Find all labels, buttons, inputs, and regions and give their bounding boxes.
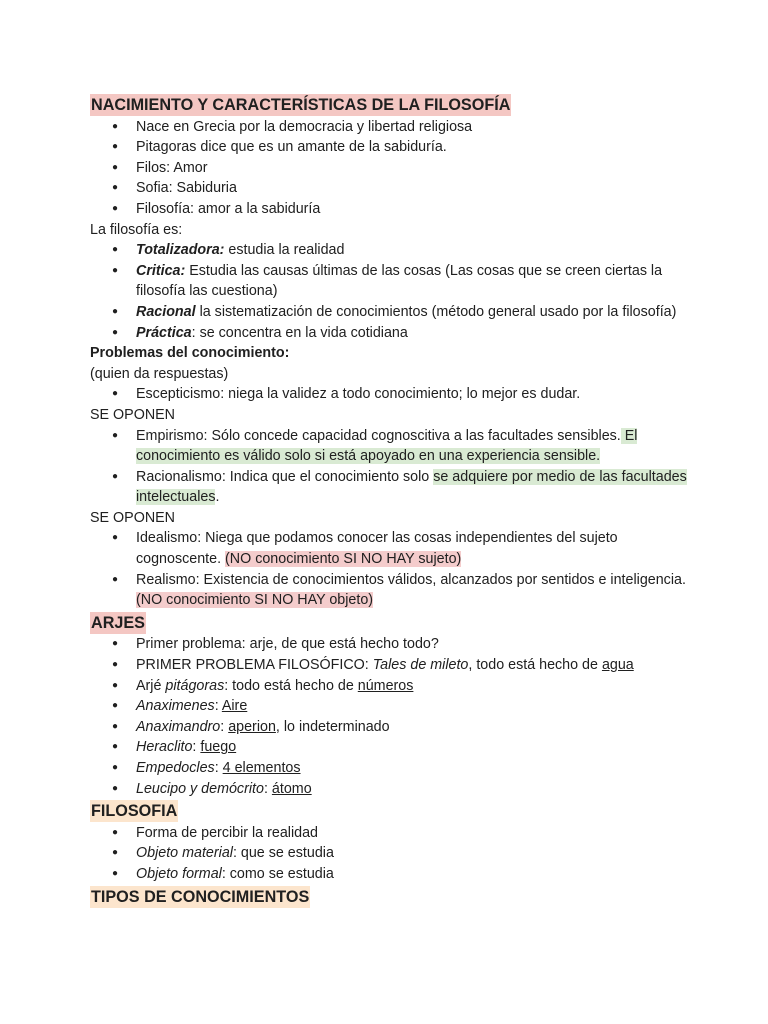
arje-element: átomo [271,780,312,797]
list-item: ● Pitagoras dice que es un amante de la sabiduría. [90,137,690,158]
heading-filosofia: FILOSOFIA [91,802,178,821]
list-item: ● Filos: Amor [90,158,690,179]
list-item [90,779,690,800]
racionalismo-end: . [215,489,220,506]
separator: : [214,760,223,776]
philosopher-name: Leucipo y demócrito [136,780,264,797]
list-item [90,323,690,344]
term: Práctica [136,324,192,341]
term: Racional [136,303,196,320]
highlighted-text: El conocimiento es válido solo si está apoyado en una experiencia sensible. [136,427,638,465]
list-item [90,717,690,738]
racionalismo-text: Racionalismo: Indica que el conocimiento solo [136,468,434,485]
philosopher-name: Anaximandro [136,718,221,735]
term: Critica: [136,262,186,279]
definition: Estudia las causas últimas de las cosas (Las cosas que se creen ciertas la filosofía las cuestiona) [136,262,663,300]
list-item [90,467,690,508]
separator: : [192,739,201,756]
text: PRIMER PROBLEMA FILOSÓFICO: [136,657,373,674]
term: Totalizadora: [136,242,225,259]
list-item [90,843,690,864]
philosopher-name: Heraclito [136,739,193,756]
definition: : como se estudia [221,865,334,882]
escepticismo-list [90,384,690,405]
highlighted-text: se adquiere por medio de las facultades intelectuales [136,468,687,506]
definition: : se concentra en la vida cotidiana [191,324,408,341]
empirismo-text: Empirismo: Sólo concede capacidad cognoscitiva a las facultades sensibles. [136,427,621,444]
text: , todo está hecho de [468,657,602,674]
caracteristicas-list [90,240,690,343]
heading-nacimiento: NACIMIENTO Y CARACTERÍSTICAS DE LA FILOSOFÍA [91,96,511,114]
problemas-title: Problemas del conocimiento: [90,345,290,362]
list-item [90,655,690,676]
empirismo-racionalismo-list [90,426,690,508]
arje-element: aperion [228,718,276,735]
philosopher-name: Anaximenes [136,698,215,715]
list-item [90,570,690,611]
filosofia-list [90,823,690,885]
arje-element: fuego [200,739,237,756]
definition: estudia la realidad [224,242,345,259]
filosofia-es-label: La filosofía es: [90,221,183,238]
separator: : [214,698,222,715]
list-item [90,426,690,467]
document-body [90,93,690,908]
list-item [90,758,690,779]
philosopher-name: Empedocles [136,760,215,776]
list-item: ● Filosofía: amor a la sabiduría [90,199,690,220]
list-item: ● Sofia: Sabiduria [90,178,690,199]
list-item [90,696,690,717]
list-item [90,240,690,261]
intro-list [90,117,690,220]
highlighted-text: (NO conocimiento SI NO HAY sujeto) [225,551,462,568]
text: , lo indeterminado [275,718,390,735]
idealismo-text: Idealismo: Niega que podamos conocer las cosas independientes del sujeto cognoscente. [136,530,618,568]
text: Arjé [136,677,166,694]
list-item [90,528,690,569]
heading-tipos-conocimientos: TIPOS DE CONOCIMIENTOS [91,887,310,906]
separator: : [263,780,272,797]
list-item [90,261,690,302]
list-item: ● Escepticismo: niega la validez a todo conocimiento; lo mejor es dudar. [90,384,690,405]
problemas-subtitle: (quien da respuestas) [90,365,229,382]
list-item [90,737,690,758]
philosopher-name: pitágoras [165,677,225,694]
philosopher-name: Tales de mileto [372,657,469,674]
se-oponen-label: SE OPONEN [90,406,176,423]
arje-element: agua [601,657,634,674]
highlighted-text: (NO conocimiento SI NO HAY objeto) [136,592,374,609]
term: Objeto formal [136,865,222,882]
realismo-text: Realismo: Existencia de conocimientos válidos, alcanzados por sentidos e inteligencia. [136,571,686,588]
definition: la sistematización de conocimientos (método general usado por la filosofía) [195,303,677,320]
term: Objeto material [136,845,233,862]
list-item: ● Forma de percibir la realidad [90,823,690,844]
text: : todo está hecho de [224,677,358,694]
idealismo-realismo-list [90,528,690,610]
list-item [90,864,690,885]
separator: : [220,718,229,735]
definition: : que se estudia [232,845,334,862]
arje-element: números [357,677,414,694]
se-oponen-label: SE OPONEN [90,509,176,526]
heading-arjes: ARJES [91,613,145,632]
list-item [90,676,690,697]
list-item: ● Primer problema: arje, de que está hecho todo? [90,634,690,655]
arje-element: Aire [221,698,248,715]
list-item: ● Nace en Grecia por la democracia y libertad religiosa [90,117,690,138]
list-item [90,302,690,323]
arjes-list [90,634,690,799]
arje-element: 4 elementos [222,760,301,776]
